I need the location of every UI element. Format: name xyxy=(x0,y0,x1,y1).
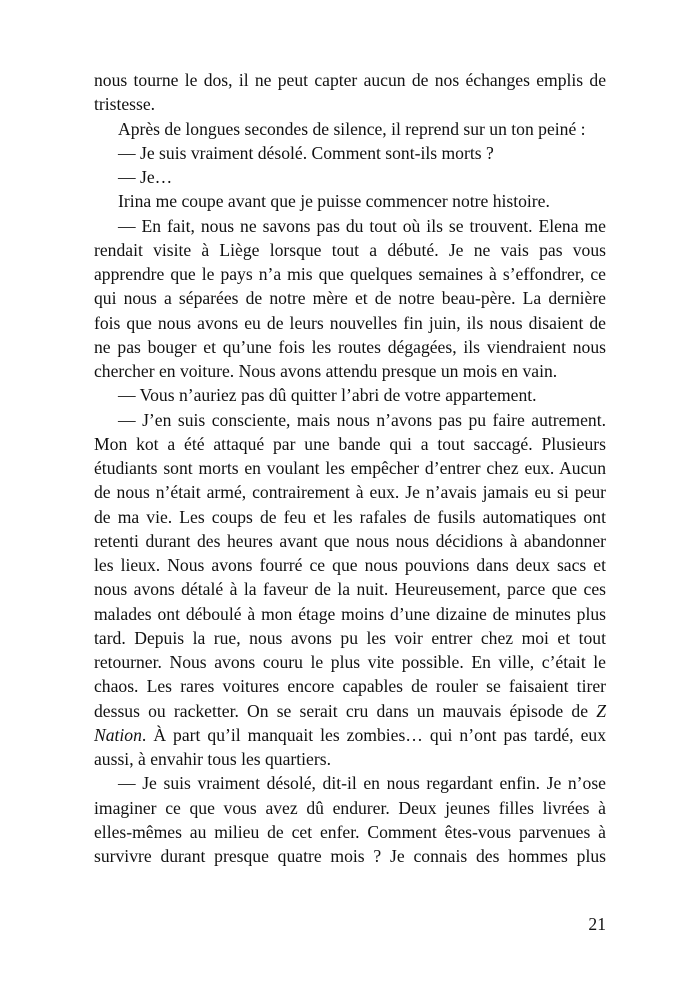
text-line xyxy=(94,311,606,335)
text-span: — J’en suis consciente, mais nous n’avons pas pu faire autrement. xyxy=(118,409,606,430)
text-line xyxy=(94,674,606,698)
text-span: ne pas bouger et qu’une fois les routes dégagées, ils viendraient nous xyxy=(94,336,606,357)
body-text xyxy=(94,68,606,868)
text-span: retenti durant des heures avant que nous nous décidions à abandonner xyxy=(94,530,606,551)
italic-title: Nation xyxy=(94,724,142,745)
text-span: qui nous a séparées de notre mère et de notre beau-père. La dernière xyxy=(94,288,606,309)
text-span: — Je… xyxy=(118,167,173,187)
text-line xyxy=(94,650,606,674)
text-span: — Je suis vraiment désolé. Comment sont-ils morts ? xyxy=(118,142,494,163)
text-line xyxy=(94,844,606,868)
text-line xyxy=(94,456,606,480)
text-span: aussi, à envahir tous les quartiers. xyxy=(94,749,331,769)
text-line xyxy=(94,553,606,577)
text-line xyxy=(94,796,606,820)
text-line xyxy=(94,626,606,650)
text-span: survivre durant presque quatre mois ? Je connais des hommes plus xyxy=(94,846,606,866)
text-line xyxy=(94,820,606,844)
text-span: chaos. Les rares voitures encore capables de rouler se faisaient tirer xyxy=(94,676,606,697)
text-span: tristesse. xyxy=(94,94,156,115)
text-line xyxy=(94,699,606,723)
text-span: les lieux. Nous avons fourré ce que nous pouvions dans deux sacs et xyxy=(94,555,606,575)
text-span: elles-mêmes au milieu de cet enfer. Comment êtes-vous parvenues à xyxy=(94,821,606,842)
text-line xyxy=(94,214,606,238)
text-line xyxy=(94,383,606,407)
text-span: retourner. Nous avons couru le plus vite possible. En ville, c’était le xyxy=(94,652,606,672)
text-span: chercher en voiture. Nous avons attendu presque un mois en vain. xyxy=(94,361,558,381)
text-span: Après de longues secondes de silence, il reprend sur un ton peiné : xyxy=(118,118,586,139)
text-span: imaginer ce que vous avez dû endurer. Deux jeunes filles livrées à xyxy=(94,797,606,818)
italic-title: Z xyxy=(596,700,606,721)
page-number: 21 xyxy=(588,914,606,934)
text-line xyxy=(94,165,606,189)
text-span: nous tourne le dos, il ne peut capter aucun de nos échanges emplis de xyxy=(94,70,606,90)
text-span: . À part qu’il manquait les zombies… qui n’ont pas tardé, eux xyxy=(141,724,606,745)
text-span: — En fait, nous ne savons pas du tout où ils se trouvent. Elena me xyxy=(118,215,606,236)
text-line xyxy=(94,577,606,601)
text-line xyxy=(94,602,606,626)
text-line xyxy=(94,359,606,383)
text-line xyxy=(94,747,606,771)
text-line xyxy=(94,141,606,165)
text-line xyxy=(94,286,606,310)
text-line xyxy=(94,117,606,141)
text-line xyxy=(94,505,606,529)
text-span: nous avons détalé à la faveur de la nuit. Heureusement, parce que ces xyxy=(94,579,606,600)
text-span: dessus ou racketter. On se serait cru dans un mauvais épisode de xyxy=(94,700,597,721)
text-span: fois que nous avons eu de leurs nouvelles fin juin, ils nous disaient de xyxy=(94,312,606,333)
text-span: étudiants sont morts en voulant les empêcher d’entrer chez eux. Aucun xyxy=(94,458,606,478)
text-span: rendait visite à Liège lorsque tout a débuté. Je ne vais pas vous xyxy=(94,239,606,260)
text-span: Irina me coupe avant que je puisse commencer notre histoire. xyxy=(118,191,550,212)
text-span: apprendre que le pays n’a mis que quelques semaines à s’effondrer, ce xyxy=(94,264,606,284)
text-span: malades ont déboulé à mon étage moins d’une dizaine de minutes plus xyxy=(94,603,606,624)
text-span: de nous n’était armé, contrairement à eux. Je n’avais jamais eu si peur xyxy=(94,482,606,503)
text-line xyxy=(94,238,606,262)
text-line xyxy=(94,432,606,456)
text-line xyxy=(94,529,606,553)
text-line xyxy=(94,480,606,504)
text-line xyxy=(94,189,606,213)
text-line xyxy=(94,262,606,286)
text-line xyxy=(94,408,606,432)
text-span: — Je suis vraiment désolé, dit-il en nous regardant enfin. Je n’ose xyxy=(118,773,606,794)
text-span: tard. Depuis la rue, nous avons pu les voir entrer chez moi et tout xyxy=(94,627,606,648)
text-line xyxy=(94,68,606,92)
text-span: de ma vie. Les coups de feu et les rafales de fusils automatiques ont xyxy=(94,506,606,527)
text-line xyxy=(94,723,606,747)
text-span: — Vous n’auriez pas dû quitter l’abri de votre appartement. xyxy=(118,385,537,406)
text-line xyxy=(94,92,606,116)
text-line xyxy=(94,335,606,359)
text-line xyxy=(94,771,606,795)
text-span: Mon kot a été attaqué par une bande qui a tout saccagé. Plusieurs xyxy=(94,433,606,454)
